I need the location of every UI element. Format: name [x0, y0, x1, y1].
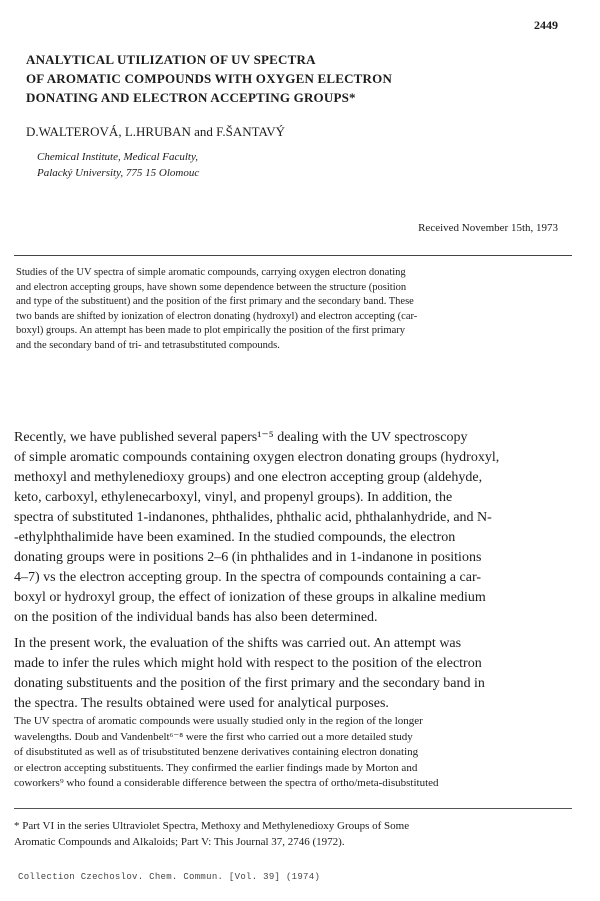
body-line: donating groups were in positions 2–6 (in phthalides and in 1-indanone in positions: [14, 550, 482, 565]
body-line: spectra of substituted 1-indanones, phthalides, phthalic acid, phthalanhydride, and N-: [14, 510, 492, 525]
article-title: [26, 50, 566, 107]
body-line: In the present work, the evaluation of the shifts was carried out. An attempt was: [14, 636, 462, 651]
abstract-line: and type of the substituent) and the position of the first primary and the secondary band. These: [16, 296, 414, 308]
abstract-line: boxyl) groups. An attempt has been made to plot empirically the position of the first primary: [16, 325, 406, 337]
body-line: made to infer the rules which might hold with respect to the position of the electron: [14, 656, 482, 671]
abstract-line: and electron accepting groups, have shown some dependence between the structure (position: [16, 281, 407, 293]
abstract-line: and the secondary band of tri- and tetrasubstituted compounds.: [16, 339, 280, 351]
body-line: of simple aromatic compounds containing oxygen electron donating groups (hydroxyl,: [14, 450, 500, 465]
footnote: [14, 818, 572, 850]
paragraph-1: [14, 428, 572, 628]
paragraph-2: [14, 634, 572, 714]
body-line: Recently, we have published several papers¹⁻⁵ dealing with the UV spectroscopy: [14, 430, 468, 445]
footnote-divider: [14, 808, 572, 809]
abstract-line: Studies of the UV spectra of simple aromatic compounds, carrying oxygen electron donating: [16, 267, 406, 278]
page-number: 2449: [534, 18, 558, 32]
body-line: donating substituents and the position of the first primary and the secondary band in: [14, 676, 485, 691]
authors: D.WALTEROVÁ, L.HRUBAN and F.ŠANTAVÝ: [26, 124, 286, 139]
body-line: keto, carboxyl, ethylenecarboxyl, vinyl, and propenyl groups). In addition, the: [14, 490, 453, 505]
body-line: wavelengths. Doub and Vandenbelt⁶⁻⁸ were the first who carried out a more detailed study: [14, 730, 413, 743]
abstract: [16, 266, 568, 354]
body-line: or electron accepting substituents. They confirmed the earlier findings made by Morton and: [14, 761, 418, 774]
body-line: 4–7) vs the electron accepting group. In the spectra of compounds containing a car-: [14, 570, 481, 585]
received-date: Received November 15th, 1973: [418, 222, 558, 234]
body-line: boxyl or hydroxyl group, the effect of ionization of these groups in alkaline medium: [14, 590, 486, 605]
body-line: on the position of the individual bands has also been determined.: [14, 610, 378, 625]
body-line: methoxyl and methylenedioxy groups) and one electron accepting group (aldehyde,: [14, 470, 483, 485]
abstract-line: two bands are shifted by ionization of electron donating (hydroxyl) and electron accepting (car-: [16, 310, 418, 322]
affiliation: [37, 149, 199, 181]
paragraph-3: [14, 714, 572, 792]
abstract-divider: [14, 255, 572, 256]
journal-footer: Collection Czechoslov. Chem. Commun. [Vol. 39] (1974): [18, 872, 321, 882]
footnote-line: Aromatic Compounds and Alkaloids; Part V: This Journal 37, 2746 (1972).: [14, 836, 345, 848]
affiliation-line: Palacký University, 775 15 Olomouc: [37, 167, 200, 179]
body-line: coworkers⁹ who found a considerable difference between the spectra of ortho/meta-disubstituted: [14, 777, 439, 789]
body-line: of disubstituted as well as of trisubstituted benzene derivatives containing electron donating: [14, 746, 419, 758]
body-line: the spectra. The results obtained were used for analytical purposes.: [14, 696, 389, 711]
footnote-line: * Part VI in the series Ultraviolet Spectra, Methoxy and Methylenedioxy Groups of Some: [14, 820, 410, 832]
title-line: DONATING AND ELECTRON ACCEPTING GROUPS*: [26, 90, 356, 105]
main-body: [14, 428, 572, 714]
affiliation-line: Chemical Institute, Medical Faculty,: [37, 151, 198, 163]
body-line: -ethylphthalimide have been examined. In the studied compounds, the electron: [14, 530, 456, 545]
body-line: The UV spectra of aromatic compounds were usually studied only in the region of the longer: [14, 715, 423, 727]
title-line: ANALYTICAL UTILIZATION OF UV SPECTRA: [26, 52, 316, 67]
title-line: OF AROMATIC COMPOUNDS WITH OXYGEN ELECTRON: [26, 71, 393, 86]
